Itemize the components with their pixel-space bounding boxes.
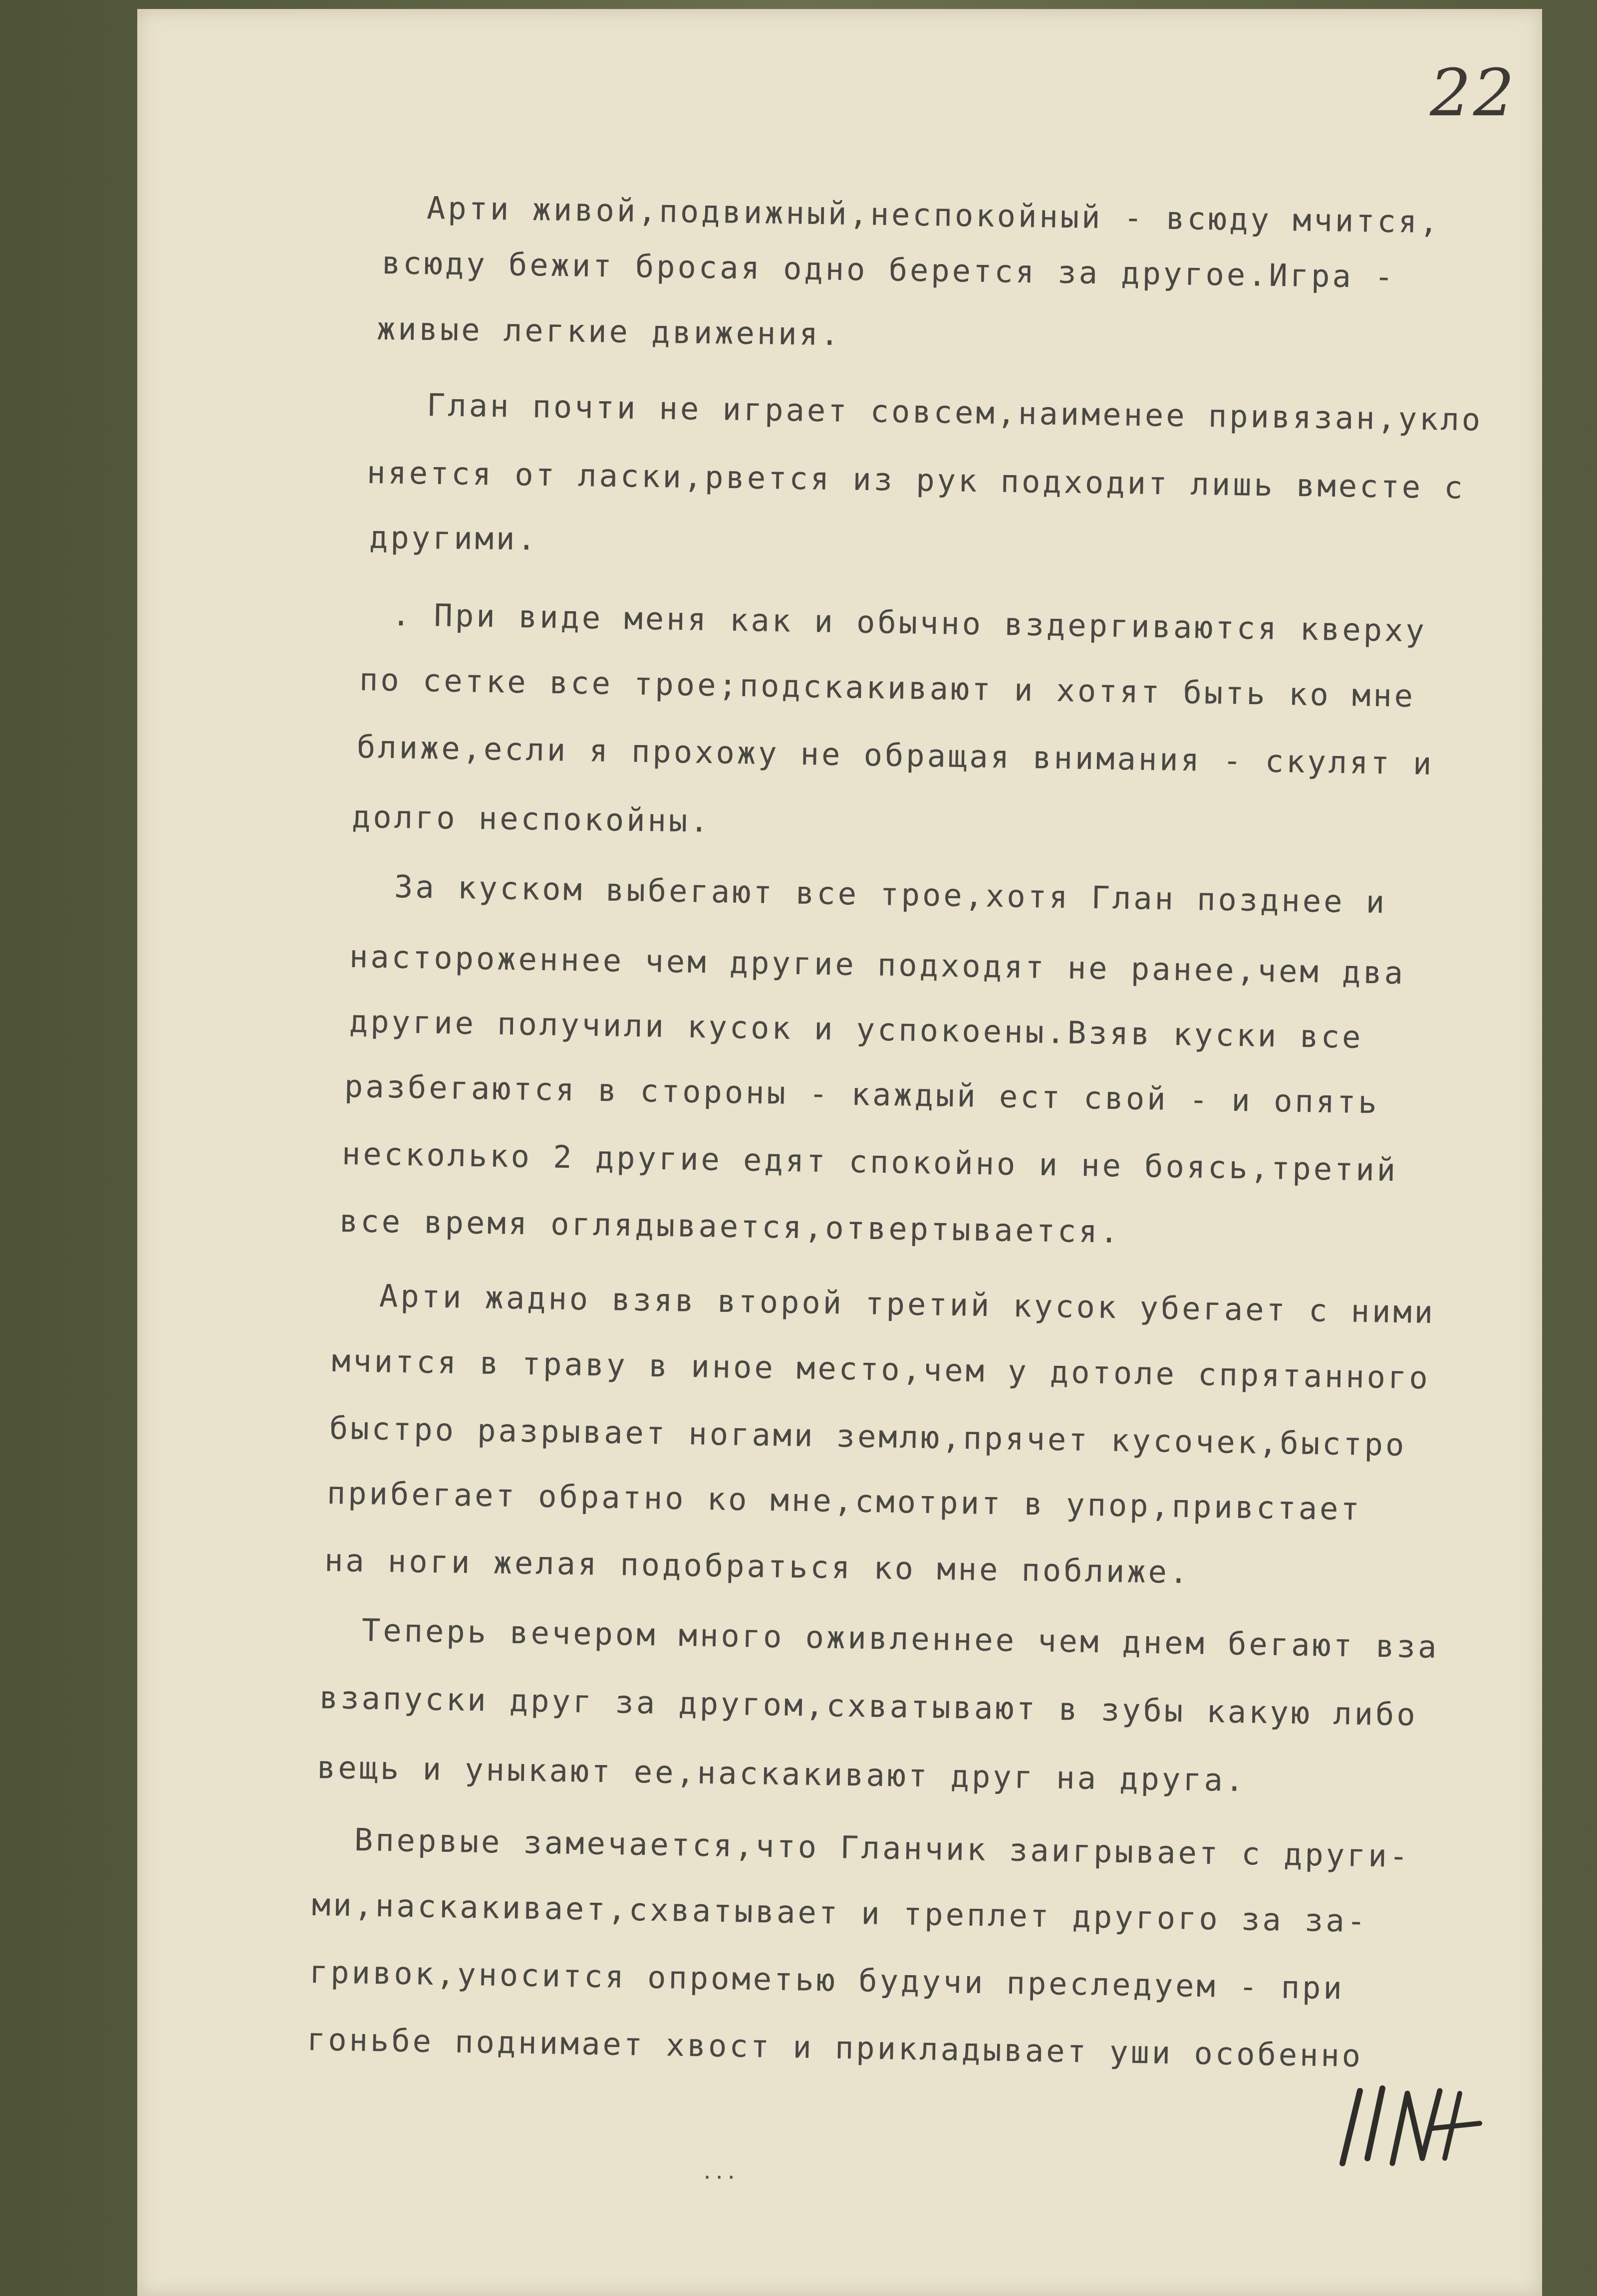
text-line: няется от ласки,рвется из рук подходит лишь вместе с — [366, 454, 1466, 506]
footer-marks: ... — [701, 2161, 738, 2184]
text-line: разбегаются в стороны - каждый ест свой - и опять — [344, 1068, 1380, 1121]
archive-mark — [1332, 2083, 1492, 2168]
text-line: Арти жадно взяв второй третий кусок убегает с ними — [379, 1277, 1436, 1331]
text-line: живые легкие движения. — [376, 310, 842, 353]
text-line: ми,наскакивает,схватывает и треплет другого за за- — [311, 1886, 1368, 1940]
page-number: 22 — [1430, 55, 1517, 131]
text-line: другими. — [369, 519, 538, 557]
text-line: . При виде меня как и обычно вздергиваются кверху — [391, 596, 1427, 649]
text-line: прибегает обратно ко мне,смотрит в упор,привстает — [326, 1475, 1362, 1528]
text-line: мчится в траву в иное место,чем у дотоле спрятанного — [331, 1342, 1431, 1396]
text-line: гоньбе поднимает хвост и прикладывает уши особенно — [306, 2021, 1363, 2074]
text-line: на ноги желая подобраться ко мне поближе. — [324, 1542, 1191, 1591]
text-line: все время оглядывается,отвертывается. — [339, 1203, 1121, 1250]
text-line: быстро разрывает ногами землю,прячет кусочек,быстро — [329, 1410, 1407, 1463]
text-line: всюду бежит бросая одно берется за другое.Игра - — [381, 245, 1396, 295]
text-line: Глан почти не играет совсем,наименее привязан,укло — [426, 387, 1483, 438]
text-line: настороженнее чем другие подходят не ранее,чем два — [349, 938, 1406, 992]
text-line: За куском выбегают все трое,хотя Глан позднее и — [394, 868, 1387, 921]
text-line: Впервые замечается,что Гланчик заигрывает с други- — [354, 1821, 1411, 1875]
text-line: Теперь вечером много оживленнее чем днем бегают вза — [361, 1612, 1439, 1665]
text-line: Арти живой,подвижный,неспокойный - всюду мчится, — [426, 190, 1441, 241]
text-line: вещь и уныкают ее,наскакивают друг на друга. — [316, 1749, 1247, 1798]
text-line: гривок,уносится опрометью будучи преследуем - при — [309, 1954, 1345, 2007]
text-line: другие получили кусок и успокоены.Взяв куски все — [349, 1003, 1364, 1055]
text-line: несколько 2 другие едят спокойно и не боясь,третий — [341, 1135, 1398, 1189]
text-line: по сетке все трое;подскакивают и хотят быть ко мне — [359, 661, 1416, 715]
text-line: взапуски друг за другом,схватывают в зубы какую либо — [319, 1679, 1418, 1733]
text-line: ближе,если я прохожу не обращая внимания - скулят и — [356, 729, 1434, 782]
text-line: долго неспокойны. — [351, 798, 711, 839]
